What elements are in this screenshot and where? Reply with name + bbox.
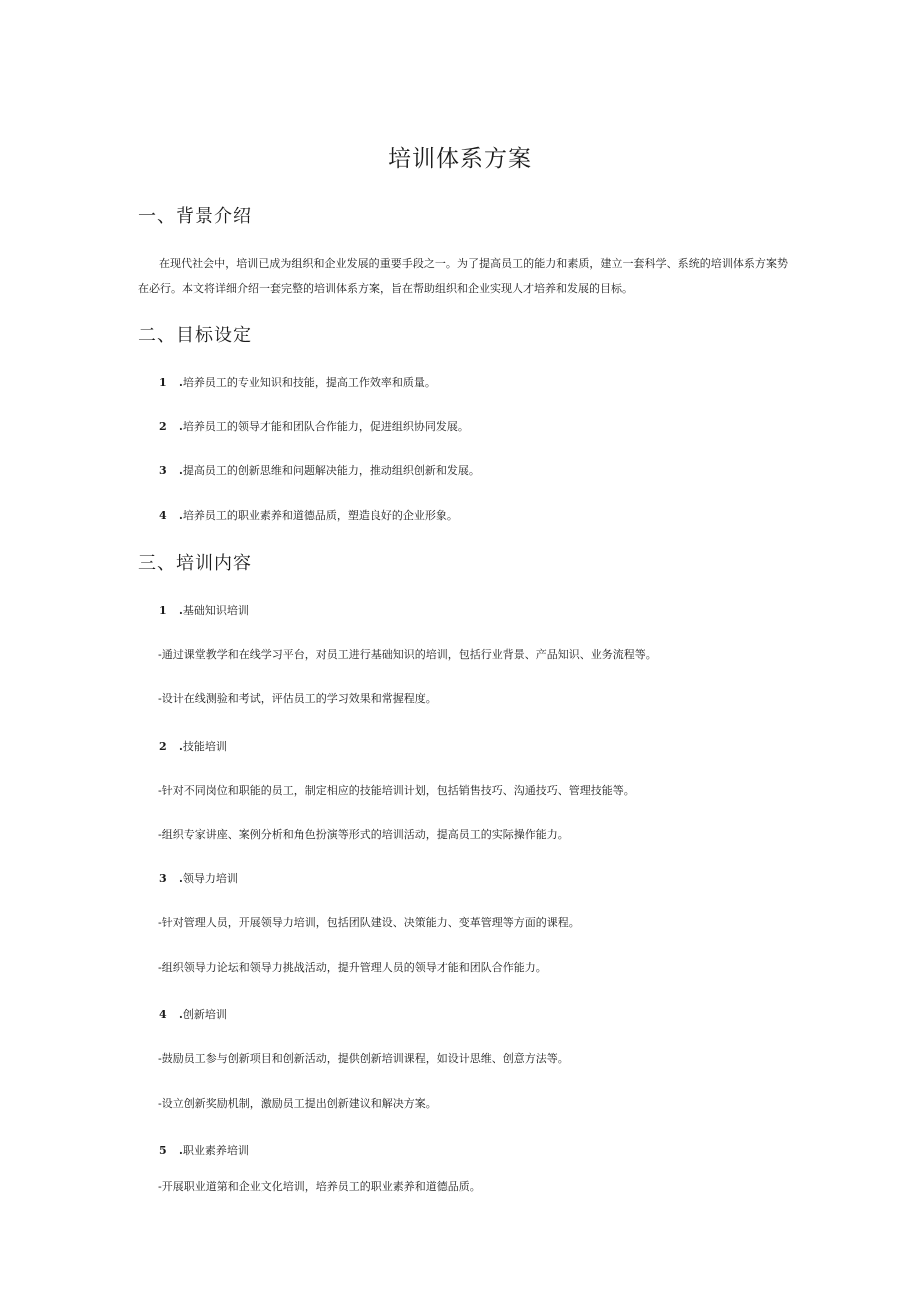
content-group-title-text: 创新培训 [182, 1008, 227, 1021]
goal-item [159, 461, 480, 481]
goal-item-separator: . [179, 420, 183, 433]
goal-item-separator: . [179, 376, 183, 389]
goal-item-text: 培养员工的领导才能和团队合作能力，促进组织协同发展。 [182, 420, 469, 433]
content-group-number: 3 [159, 872, 167, 885]
section-heading-goals: 二、目标设定 [138, 325, 252, 346]
content-group-number: 4 [159, 1008, 167, 1021]
content-point: -组织专家讲座、案例分析和角色扮演等形式的培训活动，提高员工的实际操作能力。 [158, 828, 569, 841]
section-heading-content: 三、培训内容 [138, 553, 252, 574]
section-heading-background: 一、背景介绍 [138, 206, 252, 227]
content-group-title-text: 领导力培训 [182, 872, 238, 885]
content-group-separator: . [179, 1144, 183, 1157]
goal-item-text: 培养员工的职业素养和道德品质，塑造良好的企业形象。 [182, 509, 458, 522]
content-point: -设计在线测验和考试，评估员工的学习效果和常握程度。 [158, 692, 437, 705]
content-group-title [159, 601, 249, 621]
goal-item-separator: . [179, 509, 183, 522]
goal-item [159, 506, 458, 526]
content-group-title-text: 职业素养培训 [182, 1144, 249, 1157]
content-group-separator: . [179, 740, 183, 753]
background-paragraph: 在现代社会中，培训已成为组织和企业发展的重要手段之一。为了提高员工的能力和素质，建立一套科学、系统的培训体系方案势在必行。本文将详细介绍一套完整的培训体系方案，旨在帮助组织和企业实现人才培养和发展的目标。 [138, 257, 788, 295]
goal-item-number: 4 [159, 509, 167, 522]
content-point: -组织领导力论坛和领导力挑战活动，提升管理人员的领导才能和团队合作能力。 [158, 961, 547, 974]
content-point: -针对管理人员，开展领导力培训，包括团队建设、决策能力、变革管理等方面的课程。 [158, 916, 580, 929]
content-group-title [159, 737, 227, 757]
goal-item-text: 培养员工的专业知识和技能，提高工作效率和质量。 [182, 376, 436, 389]
goal-item-text: 提高员工的创新思维和问题解决能力，推动组织创新和发展。 [182, 464, 480, 477]
content-group-title-text: 技能培训 [182, 740, 227, 753]
goal-item-separator: . [179, 464, 183, 477]
content-group-title [159, 1141, 249, 1161]
content-group-number: 1 [159, 604, 167, 617]
content-point: -鼓励员工参与创新项目和创新活动，提供创新培训课程，如设计思维、创意方法等。 [158, 1052, 569, 1065]
content-group-number: 2 [159, 740, 167, 753]
document-title: 培训体系方案 [388, 146, 532, 172]
content-point: -开展职业道第和企业文化培训，培养员工的职业素养和道德品质。 [158, 1180, 481, 1193]
content-group-separator: . [179, 872, 183, 885]
content-group-number: 5 [159, 1144, 167, 1157]
content-group-title-text: 基础知识培训 [182, 604, 249, 617]
goal-item [159, 417, 469, 437]
content-group-title [159, 869, 238, 889]
content-point: -针对不同岗位和职能的员工，制定相应的技能培训计划，包括销售技巧、沟通技巧、管理技能等。 [158, 784, 635, 797]
goal-item-number: 3 [159, 464, 167, 477]
goal-item-number: 2 [159, 420, 167, 433]
content-group-title [159, 1005, 227, 1025]
goal-item [159, 373, 436, 393]
content-point: -通过课堂教学和在线学习平台，对员工进行基础知识的培训，包括行业背景、产品知识、业务流程等。 [158, 648, 657, 661]
goal-item-number: 1 [159, 376, 167, 389]
content-group-separator: . [179, 604, 183, 617]
content-group-separator: . [179, 1008, 183, 1021]
content-point: -设立创新奖励机制，激励员工提出创新建议和解决方案。 [158, 1097, 437, 1110]
